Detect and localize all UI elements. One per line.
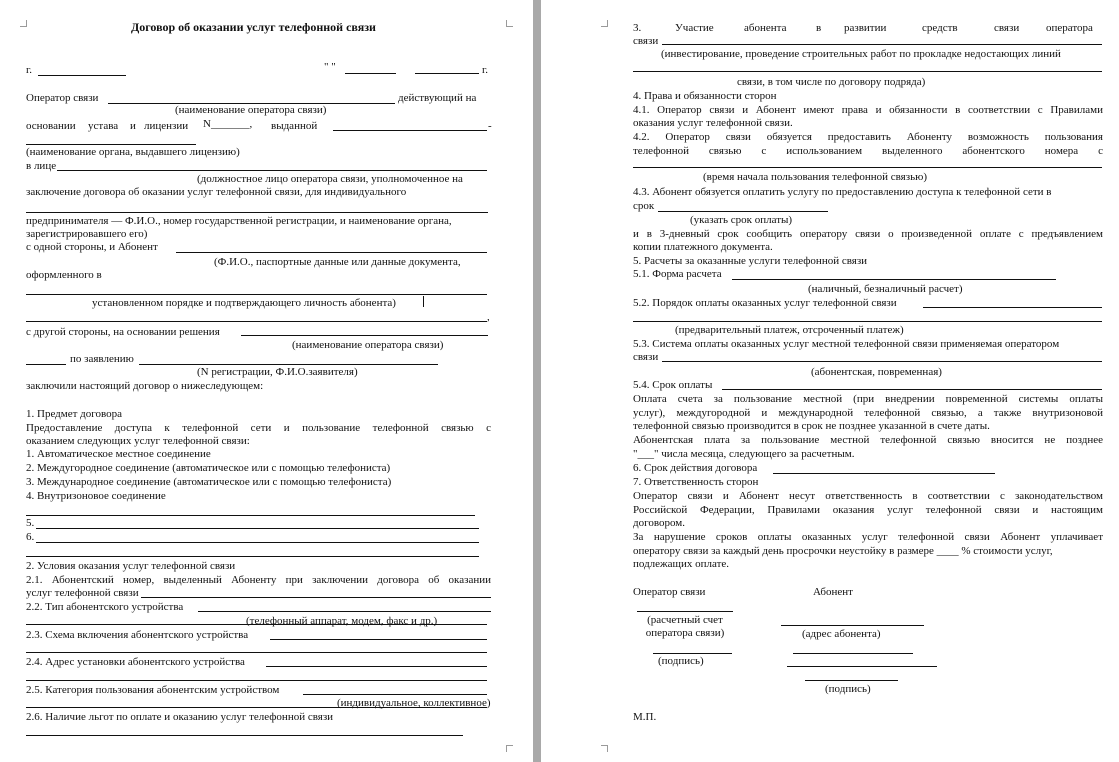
subscriber-address-blank[interactable] xyxy=(781,625,924,626)
order-blank-2[interactable] xyxy=(633,321,1102,322)
participation-blank[interactable] xyxy=(662,44,1102,45)
scheme-blank-2[interactable] xyxy=(26,652,487,653)
section-7-title: 7. Ответственность сторон xyxy=(633,476,759,488)
service-item-6: 6. xyxy=(26,531,35,543)
license-issuer-blank[interactable] xyxy=(333,130,487,131)
device-type-blank[interactable] xyxy=(198,611,491,612)
text-cursor xyxy=(423,296,425,307)
section-1-text-2: оказанием следующих услуг телефонной связи: xyxy=(26,435,250,447)
document-page-left xyxy=(0,0,533,762)
application-no-blank[interactable] xyxy=(26,364,66,365)
service-item: 1. Автоматическое местное соединение xyxy=(26,448,211,460)
device-type-blank-2[interactable] xyxy=(26,624,487,625)
service-item: 2. Междугородное соединение (автоматическое или с помощью телефониста) xyxy=(26,462,391,474)
operator-label: Оператор связи xyxy=(26,92,99,104)
section-4-1-b: оказания услуг телефонной связи. xyxy=(633,117,793,129)
category-blank[interactable] xyxy=(303,694,487,695)
license-number: N_______, xyxy=(203,118,253,130)
applicant-blank[interactable] xyxy=(139,364,438,365)
subscriber-hint: (Ф.И.О., паспортные данные или данные документа, xyxy=(214,256,461,268)
penalty-text-3: подлежащих оплате. xyxy=(633,558,730,570)
section-4-2-b: телефонной связью с использованием выделенного абонентского номера с xyxy=(633,145,1103,157)
basis-word: и xyxy=(130,120,136,132)
section-3-word: средств xyxy=(922,22,958,34)
scheme-blank[interactable] xyxy=(270,639,487,640)
dash: - xyxy=(488,120,492,132)
start-time-blank[interactable] xyxy=(633,167,1102,168)
system-hint: (абонентская, повременная) xyxy=(811,366,942,378)
section-2-2: 2.2. Тип абонентского устройства xyxy=(26,601,184,613)
operator-name-hint-2: (наименование оператора связи) xyxy=(292,339,444,351)
section-4-3-d: копии платежного документа. xyxy=(633,241,773,253)
section-3-word: 3. xyxy=(633,22,642,34)
page-corner-mark xyxy=(601,745,608,752)
page-corner-mark xyxy=(601,20,608,27)
address-blank-2[interactable] xyxy=(26,680,487,681)
section-5-3: 5.3. Система оплаты оказанных услуг местной телефонной связи применяемая оператором xyxy=(633,338,1060,350)
fee-text-2: "___" числа месяца, следующего за расчетным. xyxy=(633,448,855,460)
subscriber-address-blank-2[interactable] xyxy=(793,653,913,654)
official-hint: (должностное лицо оператора связи, уполномоченное на xyxy=(197,173,463,185)
address-hint: (адрес абонента) xyxy=(802,628,881,640)
service-blank[interactable] xyxy=(26,515,475,516)
page-corner-mark xyxy=(506,20,513,27)
stamp-label: М.П. xyxy=(633,711,657,723)
issued-word: выданной xyxy=(271,120,318,132)
reg-hint: (N регистрации, Ф.И.О.заявителя) xyxy=(197,366,358,378)
section-2-5: 2.5. Категория пользования абонентским устройством xyxy=(26,684,280,696)
section-2-title: 2. Условия оказания услуг телефонной связи xyxy=(26,560,236,572)
issuer-hint: (наименование органа, выдавшего лицензию) xyxy=(26,146,240,158)
responsibility-text-3: договором. xyxy=(633,517,685,529)
section-5-2: 5.2. Порядок оплаты оказанных услуг телефонной связи xyxy=(633,297,897,309)
basis-word: основании xyxy=(26,120,76,132)
section-3-word: Участие xyxy=(675,22,714,34)
official-hint-2: заключение договора об оказании услуг телефонной связи, для индивидуального xyxy=(26,186,407,198)
section-2-3: 2.3. Схема включения абонентского устройства xyxy=(26,629,249,641)
service-blank-5[interactable] xyxy=(36,528,479,529)
section-5-1: 5.1. Форма расчета xyxy=(633,268,722,280)
participation-blank-2[interactable] xyxy=(633,71,1102,72)
responsibility-text-2: Российской Федерации, Правилами оказания услуг телефонной связи и настоящим xyxy=(633,504,1103,516)
date-quotes: " " xyxy=(324,61,336,73)
basis-word: лицензии xyxy=(144,120,189,132)
section-1-title: 1. Предмет договора xyxy=(26,408,123,420)
per-application: по заявлению xyxy=(70,353,134,365)
document-blank[interactable] xyxy=(26,294,487,295)
section-4-title: 4. Права и обязанности сторон xyxy=(633,90,777,102)
subscriber-address-blank-3[interactable] xyxy=(787,666,937,667)
system-blank[interactable] xyxy=(662,361,1102,362)
subscriber-blank[interactable] xyxy=(176,252,487,253)
term-blank[interactable] xyxy=(773,473,995,474)
benefits-blank[interactable] xyxy=(26,735,463,736)
date-month-blank[interactable] xyxy=(345,73,396,74)
section-4-3-b: срок xyxy=(633,200,655,212)
page-corner-mark xyxy=(20,20,27,27)
pay-deadline-blank[interactable] xyxy=(722,389,1102,390)
entrepreneur-hint: предпринимателя — Ф.И.О., номер государственной регистрации, и наименование органа, xyxy=(26,215,452,227)
section-4-3: 4.3. Абонент обязуется оплатить услугу по предоставлению доступа к телефонной сети в xyxy=(633,186,1052,198)
operator-signature-hint: (подпись) xyxy=(658,655,704,667)
section-4-3-c: и в 3-дневный срок сообщить оператору связи о произведенной оплате с предъявлением xyxy=(633,228,1103,240)
fee-text: Абонентская плата за пользование местной телефонной связью вносится не позднее xyxy=(633,434,1103,446)
category-hint: (индивидуальное, коллективное) xyxy=(337,697,491,709)
penalty-text-2: оператору связи за каждый день просрочки неустойку в размере ____ % стоимости услуг, xyxy=(633,545,1053,557)
penalty-text: За нарушение сроков оплаты оказанных услуг телефонной связи Абонент уплачивает xyxy=(633,531,1103,543)
account-blank[interactable] xyxy=(637,611,733,612)
date-year-blank[interactable] xyxy=(415,73,479,74)
acting-on: действующий на xyxy=(398,92,477,104)
pay-term-hint: (указать срок оплаты) xyxy=(690,214,793,226)
service-item: 4. Внутризоновое соединение xyxy=(26,490,166,502)
section-3-word: абонента xyxy=(744,22,787,34)
invest-hint: (инвестирование, проведение строительных работ по прокладке недостающих линий xyxy=(661,48,1061,60)
service-item: 3. Международное соединение (автоматическое или с помощью телефониста) xyxy=(26,476,392,488)
page-gap xyxy=(533,0,541,762)
bill-text-3: телефонной связью производится в срок не позднее указанной в счете даты. xyxy=(633,420,990,432)
in-person: в лице xyxy=(26,160,57,172)
section-5-4: 5.4. Срок оплаты xyxy=(633,379,713,391)
signature-subscriber-label: Абонент xyxy=(813,586,853,598)
section-6-title: 6. Срок действия договора xyxy=(633,462,758,474)
order-blank[interactable] xyxy=(923,307,1102,308)
entrepreneur-hint-2: зарегистрировавшего его) xyxy=(26,228,148,240)
signature-operator-label: Оператор связи xyxy=(633,586,706,598)
operator-name-hint: (наименование оператора связи) xyxy=(175,104,327,116)
form-hint: (наличный, безналичный расчет) xyxy=(808,283,963,295)
section-3-word: связи xyxy=(994,22,1020,34)
section-4-2: 4.2. Оператор связи обязуется предоставить Абоненту возможность пользования xyxy=(633,131,1103,143)
category-blank-2[interactable] xyxy=(26,707,487,708)
subscriber-signature-hint: (подпись) xyxy=(825,683,871,695)
account-hint: (расчетный счет xyxy=(647,614,723,626)
identity-hint: установленном порядке и подтверждающего личность абонента) xyxy=(92,297,396,309)
form-blank[interactable] xyxy=(732,279,1056,280)
start-hint: (время начала пользования телефонной связью) xyxy=(703,171,927,183)
section-3-word: связи xyxy=(633,35,659,47)
device-hint: (телефонный аппарат, модем, факс и др.) xyxy=(246,615,438,627)
concluded-text: заключили настоящий договор о нижеследующем: xyxy=(26,380,264,392)
section-2-6: 2.6. Наличие льгот по оплате и оказанию услуг телефонной связи xyxy=(26,711,334,723)
section-5-title: 5. Расчеты за оказанные услуги телефонной связи xyxy=(633,255,868,267)
section-1-text: Предоставление доступа к телефонной сети и пользование телефонной связью с xyxy=(26,422,491,434)
document-page-right xyxy=(541,0,1119,762)
invest-hint-2: связи, в том числе по договору подряда) xyxy=(737,76,926,88)
city-label: г. xyxy=(26,64,33,76)
decision-blank[interactable] xyxy=(241,335,488,336)
bill-text: Оплата счета за пользование местной (при внедрении повременной системы оплаты xyxy=(633,393,1103,405)
pay-term-blank[interactable] xyxy=(658,211,828,212)
subscriber-signature-blank[interactable] xyxy=(805,680,898,681)
page-corner-mark xyxy=(506,745,513,752)
one-side: с одной стороны, и Абонент xyxy=(26,241,158,253)
document-blank-2[interactable] xyxy=(26,321,487,322)
number-blank[interactable] xyxy=(141,597,491,598)
responsibility-text: Оператор связи и Абонент несут ответственность в соответствии с законодательством xyxy=(633,490,1103,502)
document-title: Договор об оказании услуг телефонной связи xyxy=(131,20,376,34)
entrepreneur-blank[interactable] xyxy=(26,212,488,213)
operator-signature-blank[interactable] xyxy=(653,653,732,654)
section-3-word: развитии xyxy=(844,22,887,34)
section-5-3-b: связи xyxy=(633,351,659,363)
executed-in: оформленного в xyxy=(26,269,102,281)
service-item-5: 5. xyxy=(26,517,35,529)
license-issuer-blank-2[interactable] xyxy=(26,144,196,145)
order-hint: (предварительный платеж, отсроченный платеж) xyxy=(675,324,904,336)
section-3-word: в xyxy=(816,22,822,34)
section-2-1: 2.1. Абонентский номер, выделенный Абоненту при заключении договора об оказании xyxy=(26,574,491,586)
year-suffix: г. xyxy=(482,64,489,76)
section-3-word: оператора xyxy=(1046,22,1093,34)
section-4-1: 4.1. Оператор связи и Абонент имеют права и обязанности в соответствии с Правилами xyxy=(633,104,1103,116)
basis-word: устава xyxy=(88,120,119,132)
city-blank[interactable] xyxy=(38,75,126,76)
section-2-4: 2.4. Адрес установки абонентского устройства xyxy=(26,656,245,668)
service-blank-6[interactable] xyxy=(36,542,479,543)
bill-text-2: услуг), междугородной и международной телефонной связью, а также внутризоновой xyxy=(633,407,1103,419)
comma: , xyxy=(487,311,490,323)
address-blank[interactable] xyxy=(266,666,487,667)
service-blank-7[interactable] xyxy=(26,556,479,557)
official-blank[interactable] xyxy=(57,170,487,171)
account-hint-2: оператора связи) xyxy=(645,627,725,639)
section-2-1-b: услуг телефонной связи xyxy=(26,587,139,599)
other-side: с другой стороны, на основании решения xyxy=(26,326,220,338)
